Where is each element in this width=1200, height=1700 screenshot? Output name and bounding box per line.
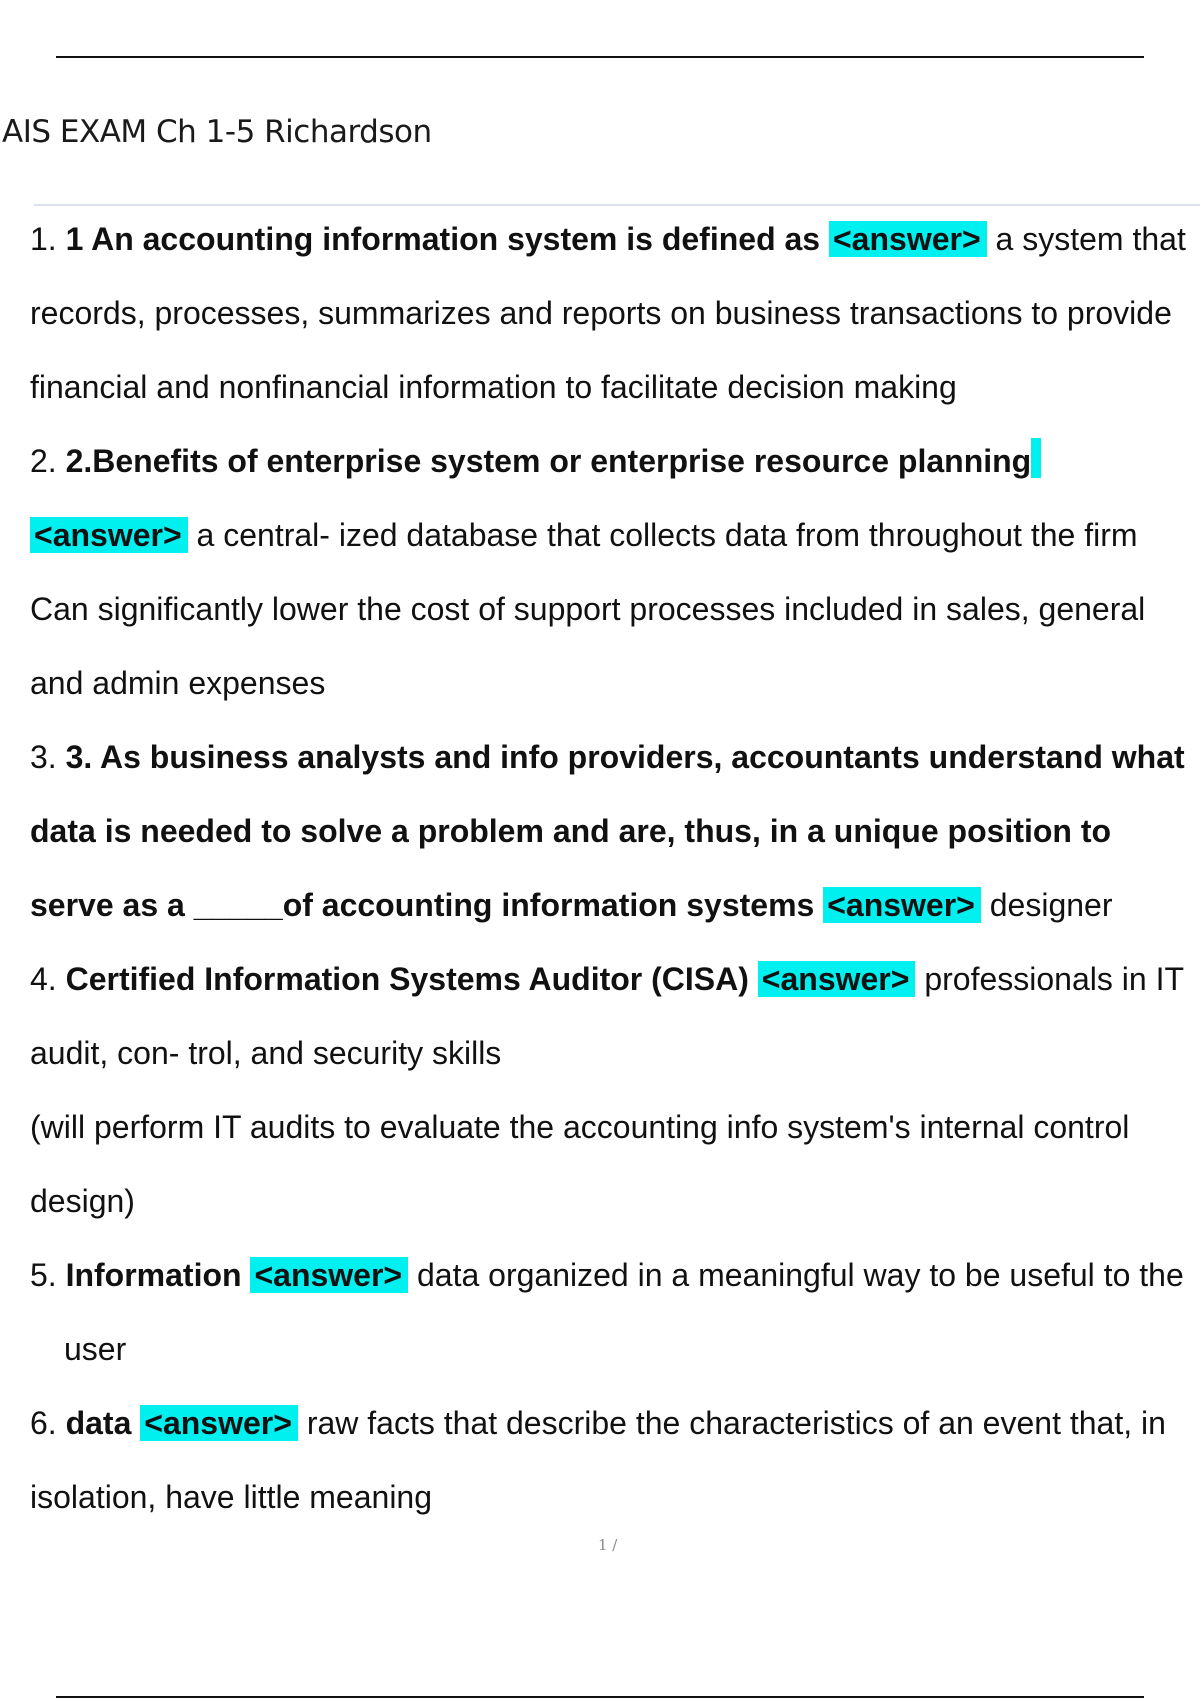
item-number: 5. <box>30 1257 57 1293</box>
answer-text: raw facts that describe the characteristics of an event that, in isolation, have little meaning <box>30 1405 1166 1515</box>
answer-note: (will perform IT audits to evaluate the accounting info system's internal control design) <box>30 1109 1130 1219</box>
question-text: Certified Information Systems Auditor (CISA) <box>65 961 749 997</box>
answer-tag: <answer> <box>30 517 188 553</box>
question-text: 3. As business analysts and info providers, accountants understand what data is needed to solve a problem and are, thus, in a unique position to serve as a _____of accounting information systems <box>30 739 1185 923</box>
answer-text: professionals in IT audit, con- trol, and security skills <box>30 961 1184 1071</box>
page-number: 1 / <box>598 1536 618 1554</box>
item-number: 1. <box>30 221 57 257</box>
question-item-2 <box>30 424 1200 720</box>
bottom-rule <box>56 1696 1144 1698</box>
item-number: 3. <box>30 739 57 775</box>
item-number: 4. <box>30 961 57 997</box>
question-text: 2.Benefits of enterprise system or enterprise resource planning <box>65 443 1032 479</box>
question-text: 1 An accounting information system is defined as <box>65 221 821 257</box>
answer-text: a central- ized database that collects data from throughout the firm <box>196 517 1138 553</box>
answer-text: designer <box>989 887 1113 923</box>
question-text: data <box>65 1405 132 1441</box>
answer-tag: <answer> <box>250 1257 408 1293</box>
question-item-6 <box>30 1386 1200 1534</box>
question-text: Information <box>65 1257 242 1293</box>
question-item-3 <box>30 720 1200 942</box>
answer-tag: <answer> <box>823 887 981 923</box>
answer-note: Can significantly lower the cost of support processes included in sales, general and admin expenses <box>30 591 1146 701</box>
answer-tag: <answer> <box>829 221 987 257</box>
question-item-5 <box>30 1238 1200 1386</box>
item-number: 2. <box>30 443 57 479</box>
answer-text: a system that records, processes, summarizes and reports on business transactions to provide financial and nonfinancial information to facilitate decision making <box>30 221 1186 405</box>
document-title: AIS EXAM Ch 1-5 Richardson <box>2 114 432 150</box>
item-number: 6. <box>30 1405 57 1441</box>
answer-text: data organized in a meaningful way to be useful to the <box>417 1257 1184 1293</box>
question-item-1 <box>30 202 1200 424</box>
question-item-4 <box>30 942 1200 1238</box>
top-rule <box>56 56 1144 58</box>
highlight-marker <box>1031 438 1041 478</box>
answer-tag: <answer> <box>140 1405 298 1441</box>
question-list <box>30 202 1200 1534</box>
answer-tag: <answer> <box>758 961 916 997</box>
answer-continuation: user <box>64 1331 127 1367</box>
